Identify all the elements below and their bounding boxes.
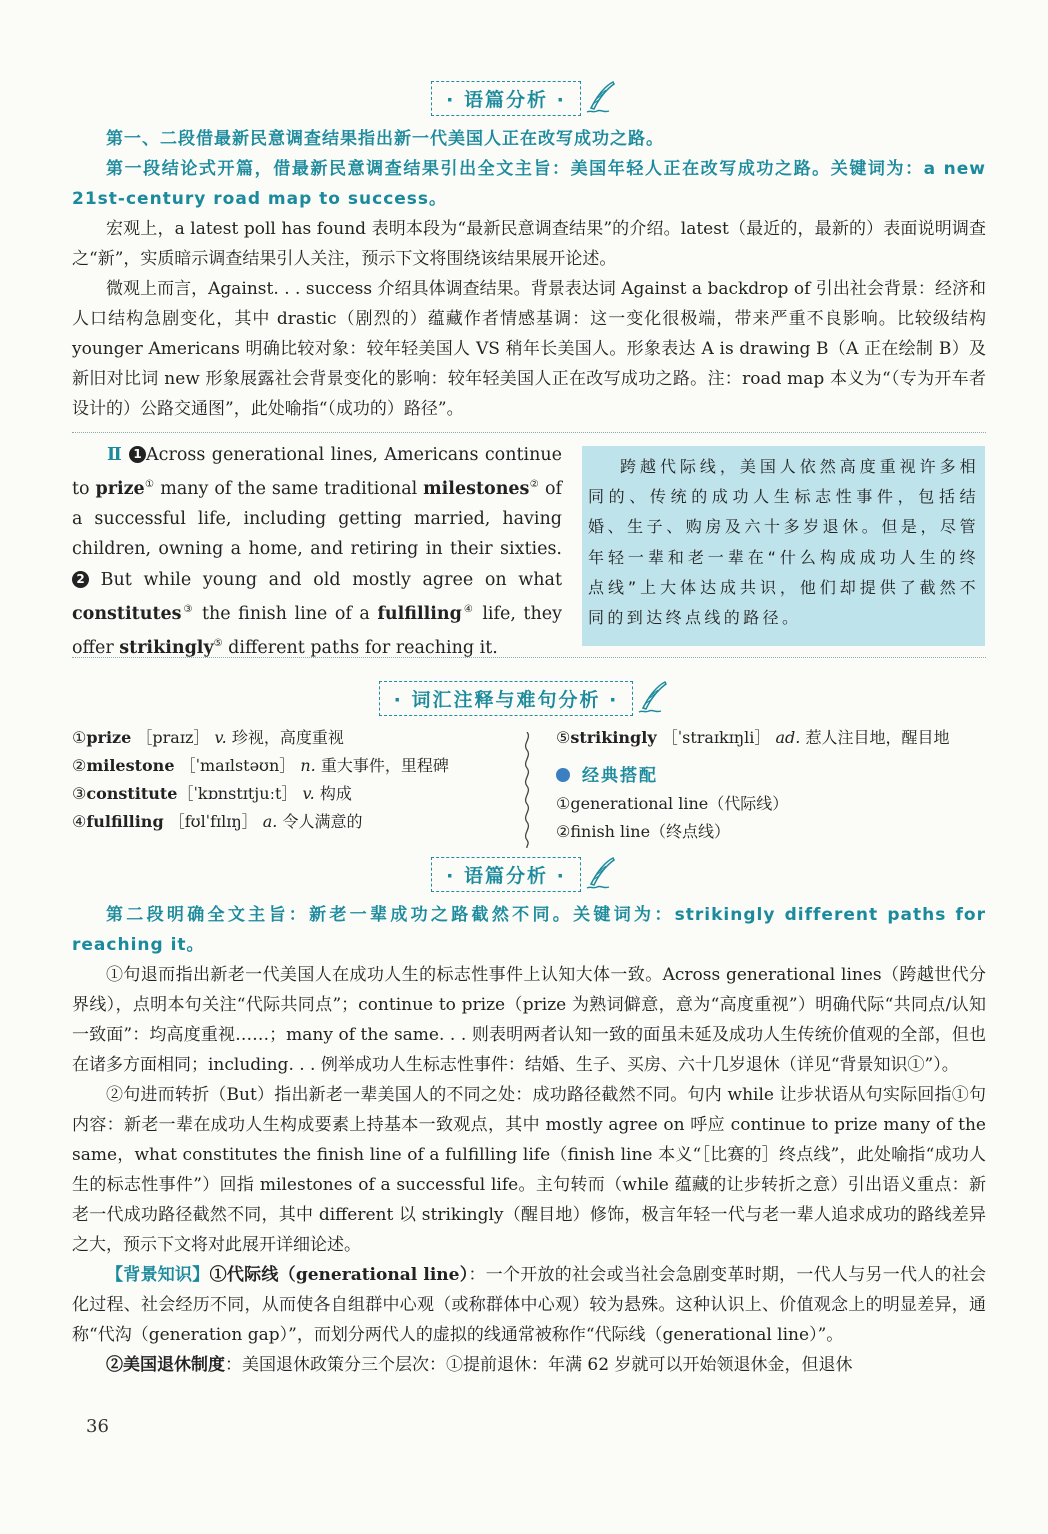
footnote-mark: ① <box>144 479 155 491</box>
text-run: many of the same traditional <box>154 479 424 500</box>
entry-ipa: ［ˈkɒnstɪtjuːt］ <box>177 784 298 803</box>
divider-bottom <box>72 657 986 658</box>
entry-num: ② <box>72 756 87 775</box>
entry-word: strikingly <box>570 728 657 747</box>
entry-meaning: 珍视，高度重视 <box>231 728 344 747</box>
section1-micro: 微观上而言，Against. . . success 介绍具体调查结果。背景表达词 Against a backdrop of 引出社会背景：经济和人口结构急剧变化，其中 drastic（剧烈的）蕴藏作者情感基调：这一变化很极端，带来严重不良影响。比较级结构 younger Americans 明确比较对象：较年轻美国人 VS 稍年长美国人。形象表达 A is drawing B（A 正在绘制 B）及新旧对比词 new 形象展露社会背景变化的影响：较年轻美国人正在改写成功之路。注：road map 本义为“（专为开车者设计的）公路交通图”，此处喻指“（成功的）路径”。 <box>72 279 986 419</box>
section-header-vocab <box>0 680 1048 716</box>
vocab-entry <box>556 724 949 752</box>
section1-analysis <box>72 124 986 424</box>
vocab-word-fulfilling: fulfilling <box>377 603 462 624</box>
text-run: Across generational lines, Americans continue to <box>72 445 562 500</box>
entry-pos: a. <box>262 812 278 831</box>
background-knowledge-1 <box>72 1260 986 1350</box>
section1-thesis: 第一段结论式开篇，借最新民意调查结果引出全文主旨：美国年轻人正在改写成功之路。关键词为：a new 21st-century road map to success。 <box>72 159 986 209</box>
entry-ipa: ［fʊlˈfɪlɪŋ］ <box>168 812 258 831</box>
collocations-title <box>556 762 949 790</box>
vocab-word-milestones: milestones <box>423 479 530 500</box>
entry-ipa: ［ˈmaɪlstəʊn］ <box>179 756 296 775</box>
vocab-list-right <box>556 724 949 846</box>
roman-numeral: Ⅱ <box>107 445 123 465</box>
quill-pen-icon <box>583 856 617 892</box>
text-run: different paths for reaching it. <box>222 637 498 658</box>
vocab-word-constitutes: constitutes <box>72 603 182 624</box>
quill-pen-icon <box>583 80 617 116</box>
header-label: · 语篇分析 · <box>431 81 581 116</box>
vocab-entry <box>72 724 449 752</box>
section1-summary: 第一、二段借最新民意调查结果指出新一代美国人正在改写成功之路。 <box>106 129 664 149</box>
section2-p2: ②句进而转折（But）指出新老一辈美国人的不同之处：成功路径截然不同。句内 while 让步状语从句实际回指①句内容：新老一辈在成功人生构成要素上持基本一致观点，其中 mostly agree on 呼应 continue to prize many of the same，what constitutes the finish line of a fulfilling life（finish line 本义“［比赛的］终点线”，此处喻指“成功人生的标志性事件”）回指 milestones of a successful life。主句转而（while 蕴藏的让步转折之意）引出语义重点：新老一代成功路径截然不同，其中 different 以 strikingly（醒目地）修饰，极言年轻一代与老一辈人追求成功的路线差异之大，预示下文将对此展开详细论述。 <box>72 1085 986 1255</box>
bg-label: 【背景知识】 <box>106 1265 210 1285</box>
entry-ipa: ［ˈstraɪkɪŋli］ <box>661 728 771 747</box>
entry-pos: ad. <box>775 728 801 747</box>
entry-word: prize <box>86 728 132 747</box>
footnote-mark: ② <box>529 479 540 491</box>
entry-num: ① <box>72 728 87 747</box>
text-run: of a successful life, including getting married, having children, owning a home, and retiring in their sixties. <box>72 479 563 560</box>
entry-word: fulfilling <box>86 812 164 831</box>
entry-meaning: 令人满意的 <box>282 812 363 831</box>
header-label: · 语篇分析 · <box>431 857 581 892</box>
background-knowledge-2 <box>72 1350 986 1380</box>
entry-word: milestone <box>86 756 175 775</box>
vocab-entry <box>72 808 449 836</box>
entry-pos: v. <box>214 728 227 747</box>
entry-meaning: 惹人注目地，醒目地 <box>805 728 950 747</box>
entry-pos: v. <box>302 784 315 803</box>
section2-p1: ①句退而指出新老一代美国人在成功人生的标志性事件上认知大体一致。Across generational lines（跨越世代分界线），点明本句关注“代际共同点”；continue to prize（prize 为熟词僻意，意为“高度重视”）明确代际“共同点/认知一致面”：均高度重视……；many of the same. . . 则表明两者认知一致的面虽未延及成功人生传统价值观的全部，但也在诸多方面相同；including. . . 例举成功人生标志性事件：结婚、生子、买房、六十几岁退休（详见“背景知识①”）。 <box>72 965 986 1075</box>
page-number: 36 <box>86 1416 109 1437</box>
entry-meaning: 重大事件，里程碑 <box>320 756 449 775</box>
vocab-entry <box>72 780 449 808</box>
bg2-text: ：美国退休政策分三个层次：①提前退休：年满 62 岁就可以开始领退休金，但退休 <box>225 1355 853 1375</box>
entry-ipa: ［praɪz］ <box>136 728 210 747</box>
entry-num: ③ <box>72 784 87 803</box>
vocab-word-prize: prize <box>95 479 145 500</box>
sentence-number-1: 1 <box>129 446 146 463</box>
sentence-number-2: 2 <box>72 571 89 588</box>
footnote-mark: ⑤ <box>213 637 223 649</box>
translation-box: 跨越代际线，美国人依然高度重视许多相同的、传统的成功人生标志性事件，包括结婚、生子、购房及六十多岁退休。但是，尽管年轻一辈和老一辈在“什么构成成功人生的终点线”上大体达成共识，他们却提供了截然不同的到达终点线的路径。 <box>582 446 985 646</box>
vocab-list-left <box>72 724 449 836</box>
bg1-text: ：一个开放的社会或当社会急剧变革时期，一代人与另一代人的社会化过程、社会经历不同，从而使各自组群中心观（或称群体中心观）较为悬殊。这种认识上、价值观念上的明显差异，通称“代沟（generation gap）”，而划分两代人的虚拟的线通常被称作“代际线（generational line）”。 <box>72 1265 987 1345</box>
text-run: the finish line of a <box>194 603 378 624</box>
collocation-item: ②finish line（终点线） <box>556 822 731 841</box>
entry-word: constitute <box>86 784 178 803</box>
section2-thesis: 第二段明确全文主旨：新老一辈成功之路截然不同。关键词为：strikingly different paths for reaching it。 <box>72 905 986 955</box>
bullet-dot-icon <box>556 768 570 782</box>
entry-num: ⑤ <box>556 728 571 747</box>
divider-top <box>72 432 986 433</box>
collocation-item: ①generational line（代际线） <box>556 794 789 813</box>
collocations-title-text: 经典搭配 <box>582 766 658 786</box>
paragraph-2-text <box>72 440 562 663</box>
vocab-word-strikingly: strikingly <box>119 637 214 658</box>
footnote-mark: ④ <box>461 603 475 615</box>
bg2-title: ②美国退休制度 <box>106 1355 225 1375</box>
entry-num: ④ <box>72 812 87 831</box>
section-header-analysis-2 <box>0 856 1048 892</box>
quill-pen-icon <box>635 680 669 716</box>
text-run: But while young and old mostly agree on what <box>89 569 562 590</box>
footnote-mark: ③ <box>181 603 195 615</box>
entry-meaning: 构成 <box>319 784 352 803</box>
entry-pos: n. <box>300 756 316 775</box>
bg1-title: ①代际线（generational line） <box>209 1265 469 1285</box>
vocab-entry <box>72 752 449 780</box>
text-run: life, they offer <box>72 603 562 658</box>
header-label: · 词汇注释与难句分析 · <box>379 681 634 716</box>
section1-macro: 宏观上，a latest poll has found 表明本段为“最新民意调查结果”的介绍。latest（最近的，最新的）表面说明调查之“新”，实质暗示调查结果引人关注，预示下文将围绕该结果展开论述。 <box>72 219 986 269</box>
section-header-analysis-1 <box>0 80 1048 116</box>
wavy-divider <box>520 732 534 848</box>
section2-analysis <box>72 900 986 1380</box>
